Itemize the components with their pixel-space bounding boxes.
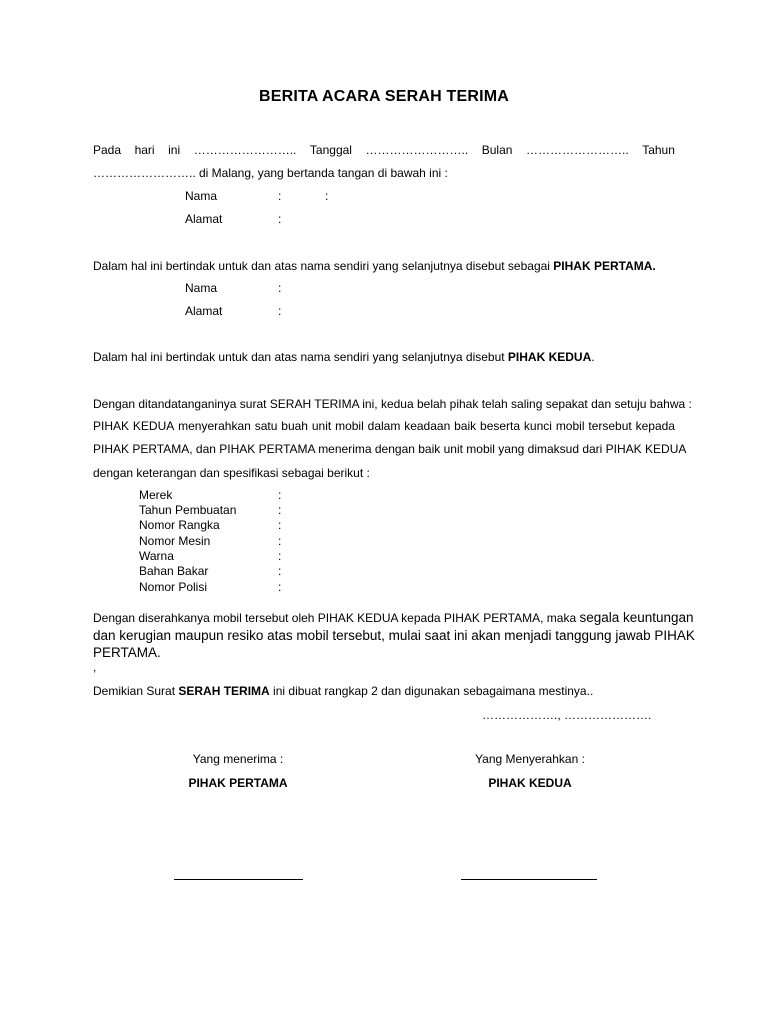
- stray-comma: ,: [93, 660, 97, 674]
- agreement-line-2: [93, 419, 675, 433]
- spec-colon: :: [278, 549, 282, 563]
- spec-label-nomor-mesin: Nomor Mesin: [139, 534, 211, 548]
- spec-label-nomor-rangka: Nomor Rangka: [139, 518, 220, 532]
- spec-label-nomor-polisi: Nomor Polisi: [139, 580, 208, 594]
- agreement-word: mobil: [335, 419, 364, 433]
- opening-line-1: [93, 143, 675, 157]
- party1-address-label: Alamat: [185, 212, 223, 226]
- party2-designation: PIHAK KEDUA: [507, 350, 592, 364]
- handover-text-a: Dengan diserahkanya mobil tersebut oleh PIHAK KEDUA kepada PIHAK PERTAMA, maka: [93, 611, 580, 625]
- opening-word: Pada: [93, 143, 122, 157]
- party1-statement: [93, 259, 656, 273]
- opening-word: ……………………..: [525, 143, 629, 157]
- receiver-label: Yang menerima :: [192, 752, 284, 766]
- handover-line-1: [93, 610, 694, 625]
- agreement-word: satu: [254, 419, 278, 433]
- agreement-word: menyerahkan: [178, 419, 251, 433]
- spec-colon: :: [278, 488, 282, 502]
- spec-colon: :: [278, 580, 282, 594]
- closing-text-b: ini dibuat rangkap 2 dan digunakan sebagaimana mestinya..: [269, 684, 594, 698]
- giver-label: Yang Menyerahkan :: [475, 752, 585, 766]
- spec-label-warna: Warna: [139, 549, 174, 563]
- agreement-word: keadaan: [404, 419, 451, 433]
- party1-address-colon: :: [278, 212, 282, 226]
- party2-name-colon: :: [278, 281, 282, 295]
- agreement-word: kunci: [523, 419, 552, 433]
- opening-word: hari: [134, 143, 155, 157]
- giver-signature-line: [461, 879, 597, 880]
- agreement-word: baik: [454, 419, 477, 433]
- spec-colon: :: [278, 503, 282, 517]
- agreement-word: KEDUA: [132, 419, 175, 433]
- handover-line-2: dan kerugian maupun resiko atas mobil tersebut, mulai saat ini akan menjadi tanggung jawab PIHAK: [93, 628, 695, 643]
- closing-text-a: Demikian Surat: [93, 684, 179, 698]
- agreement-word: unit: [311, 419, 332, 433]
- opening-word: ……………………..: [193, 143, 297, 157]
- party2-name-label: Nama: [185, 281, 218, 295]
- opening-word: Bulan: [481, 143, 513, 157]
- party1-name-colon: :: [278, 189, 282, 203]
- agreement-word: dalam: [367, 419, 401, 433]
- receiver-signature-line: [174, 879, 303, 880]
- opening-line-2: …………………….. di Malang, yang bertanda tangan di bawah ini :: [93, 166, 448, 180]
- party2-statement-end: .: [591, 350, 595, 364]
- party2-address-colon: :: [278, 304, 282, 318]
- agreement-line-4: dengan keterangan dan spesifikasi sebagai berikut :: [93, 466, 370, 480]
- agreement-word: buah: [281, 419, 308, 433]
- spec-label-tahun-pembuatan: Tahun Pembuatan: [139, 503, 237, 517]
- giver-party: PIHAK KEDUA: [488, 776, 572, 790]
- agreement-word: mobil: [555, 419, 585, 433]
- agreement-line-3: PIHAK PERTAMA, dan PIHAK PERTAMA menerima dengan baik unit mobil yang dimaksud dari PIHAK KEDUA: [93, 442, 687, 456]
- party2-statement-text: Dalam hal ini bertindak untuk dan atas nama sendiri yang selanjutnya disebut: [93, 350, 508, 364]
- spec-colon: :: [278, 564, 282, 578]
- opening-word: Tahun: [642, 143, 675, 157]
- party1-name-extra-colon: :: [325, 189, 329, 203]
- document-title: BERITA ACARA SERAH TERIMA: [258, 88, 510, 105]
- spec-colon: :: [278, 534, 282, 548]
- party1-designation: PIHAK PERTAMA.: [553, 259, 656, 273]
- opening-word: Tanggal: [309, 143, 352, 157]
- spec-label-bahan-bakar: Bahan Bakar: [139, 564, 209, 578]
- handover-text-b: segala keuntungan: [579, 610, 694, 625]
- agreement-word: kepada: [635, 419, 675, 433]
- spec-colon: :: [278, 518, 282, 532]
- closing-statement: [93, 684, 593, 698]
- party2-address-label: Alamat: [185, 304, 223, 318]
- agreement-line-1: Dengan ditandatanganinya surat SERAH TERIMA ini, kedua belah pihak telah saling sepakat dan setuju bahwa :: [93, 397, 692, 411]
- opening-word: ini: [168, 143, 181, 157]
- party2-statement: [93, 350, 595, 364]
- party1-statement-text: Dalam hal ini bertindak untuk dan atas nama sendiri yang selanjutnya disebut sebagai: [93, 259, 554, 273]
- receiver-party: PIHAK PERTAMA: [188, 776, 288, 790]
- agreement-word: tersebut: [588, 419, 632, 433]
- handover-line-3: PERTAMA.: [93, 645, 161, 660]
- agreement-word: beserta: [480, 419, 521, 433]
- place-date: ………………., ………………….: [482, 708, 652, 722]
- spec-label-merek: Merek: [139, 488, 173, 502]
- opening-word: ……………………..: [365, 143, 469, 157]
- party1-name-label: Nama: [185, 189, 218, 203]
- agreement-word: PIHAK: [93, 419, 130, 433]
- closing-bold: SERAH TERIMA: [178, 684, 270, 698]
